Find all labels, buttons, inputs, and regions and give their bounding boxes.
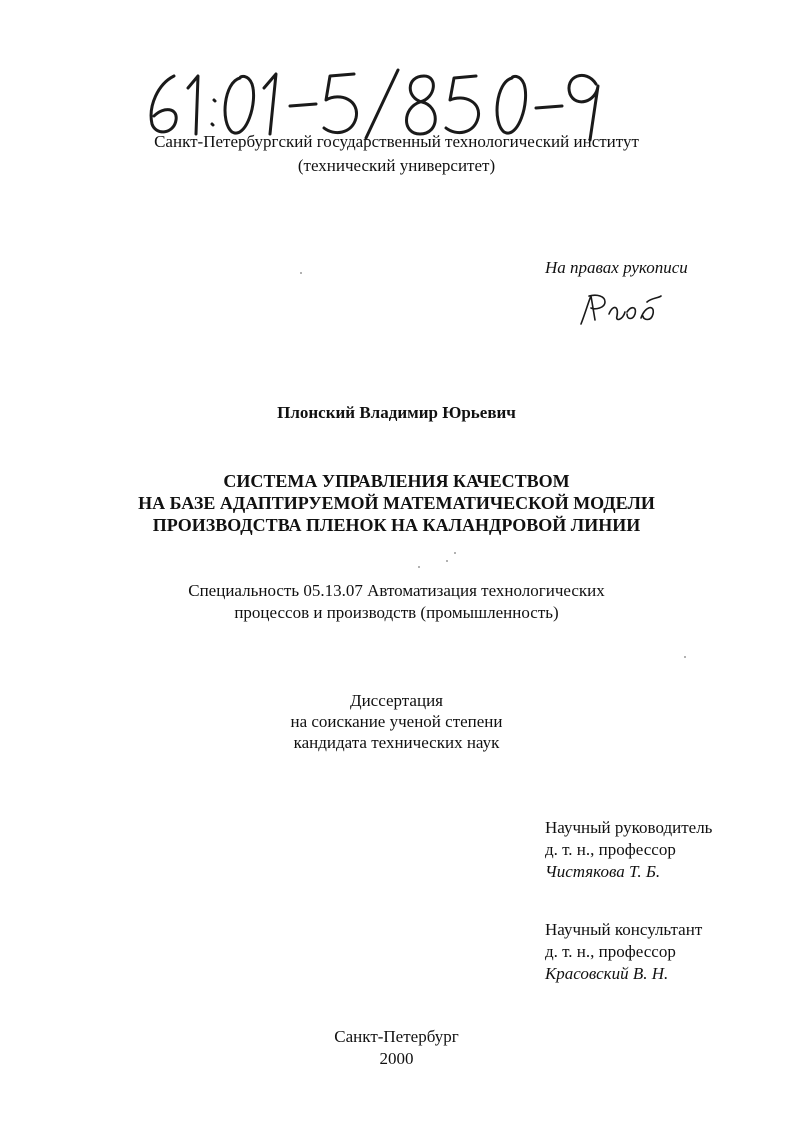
consultant-role: Научный консультант: [545, 920, 703, 939]
scan-speck: [446, 560, 448, 562]
scan-speck: [684, 656, 686, 658]
thesis-title-line: НА БАЗЕ АДАПТИРУЕМОЙ МАТЕМАТИЧЕСКОЙ МОДЕЛИ: [138, 493, 655, 513]
footer-year: 2000: [379, 1049, 414, 1068]
scan-speck: [300, 272, 302, 274]
supervisor-block: [545, 817, 712, 883]
institution-block: [0, 130, 793, 178]
specialty-line: Специальность 05.13.07 Автоматизация технологических: [188, 581, 605, 600]
degree-line: кандидата технических наук: [293, 733, 500, 752]
consultant-rank: д. т. н., профессор: [545, 942, 676, 961]
author-name: Плонский Владимир Юрьевич: [277, 403, 516, 422]
scan-speck: [454, 552, 456, 554]
degree-line: на соискание ученой степени: [290, 712, 503, 731]
degree-block: [0, 690, 793, 753]
supervisor-name: Чистякова Т. Б.: [545, 862, 661, 881]
footer-city: Санкт-Петербург: [334, 1027, 459, 1046]
specialty-block: [0, 580, 793, 624]
thesis-title-line: СИСТЕМА УПРАВЛЕНИЯ КАЧЕСТВОМ: [223, 471, 570, 491]
thesis-title-line: ПРОИЗВОДСТВА ПЛЕНОК НА КАЛАНДРОВОЙ ЛИНИИ: [152, 515, 641, 535]
supervisor-rank: д. т. н., профессор: [545, 840, 676, 859]
institution-name: Санкт-Петербургский государственный технологический институт: [154, 132, 639, 151]
degree-line: Диссертация: [349, 691, 443, 710]
footer-block: [0, 1026, 793, 1070]
institution-subtitle: (технический университет): [297, 156, 496, 175]
scan-speck: [418, 566, 420, 568]
consultant-block: [545, 919, 702, 985]
manuscript-rights-note: На правах рукописи: [545, 258, 688, 277]
consultant-name: Красовский В. Н.: [545, 964, 669, 983]
signature-handwritten: [575, 290, 665, 328]
supervisor-role: Научный руководитель: [545, 818, 713, 837]
thesis-title: [0, 470, 793, 536]
specialty-line: процессов и производств (промышленность): [234, 603, 559, 622]
